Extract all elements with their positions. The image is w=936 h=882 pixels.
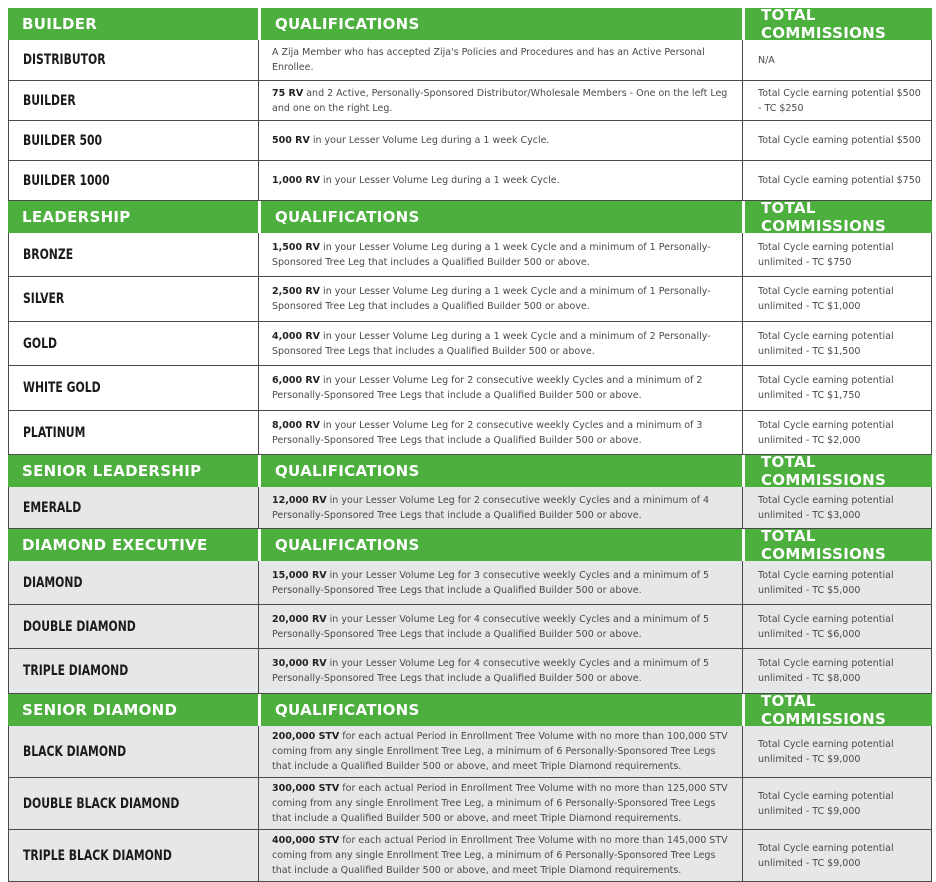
rank-name-cell bbox=[8, 411, 258, 455]
qualification-description: for each actual Period in Enrollment Tree Volume with no more than 100,000 STV coming from any single Enrollment Tree Leg, a minimum of 6 Personally-Sponsored Tree Legs that include a Qualified Builder 500 or above, and meet Triple Diamond requirements. bbox=[272, 731, 728, 772]
section-level-heading: LEADERSHIP bbox=[8, 201, 258, 233]
rank-name-cell bbox=[8, 830, 258, 882]
rank-name: DISTRIBUTOR bbox=[23, 52, 106, 68]
section-header bbox=[8, 8, 932, 40]
qualification-volume: 8,000 RV bbox=[272, 419, 321, 431]
commission-cell bbox=[742, 726, 932, 778]
rank-name: BRONZE bbox=[23, 246, 74, 263]
total-commissions-heading: TOTAL COMMISSIONS bbox=[742, 694, 932, 726]
commission-cell bbox=[742, 121, 932, 161]
rank-name: DOUBLE BLACK DIAMOND bbox=[23, 795, 180, 812]
qualification-text bbox=[272, 493, 732, 523]
rank-row bbox=[8, 81, 932, 121]
rank-name: PLATINUM bbox=[23, 424, 86, 441]
commission-cell bbox=[742, 605, 932, 649]
commission-cell bbox=[742, 411, 932, 455]
rank-name: TRIPLE BLACK DIAMOND bbox=[23, 847, 172, 864]
qualification-cell bbox=[258, 233, 742, 277]
section-level-heading: SENIOR DIAMOND bbox=[8, 694, 258, 726]
commission-text: Total Cycle earning potential unlimited - TC $9,000 bbox=[758, 738, 894, 765]
qualifications-heading: QUALIFICATIONS bbox=[258, 201, 742, 233]
commission-text: N/A bbox=[758, 54, 775, 66]
qualification-description: in your Lesser Volume Leg during a 1 week Cycle and a minimum of 2 Personally-Sponsored Tree Legs that includes a Qualified Builder 500 or above. bbox=[272, 330, 711, 357]
rank-name: EMERALD bbox=[23, 499, 82, 516]
rank-row bbox=[8, 487, 932, 529]
commission-text: Total Cycle earning potential unlimited - TC $6,000 bbox=[758, 613, 894, 640]
rank-name-cell bbox=[8, 161, 258, 201]
commission-cell bbox=[742, 487, 932, 529]
rank-row bbox=[8, 233, 932, 277]
qualification-text bbox=[272, 373, 732, 403]
rank-name-cell bbox=[8, 322, 258, 366]
qualification-cell bbox=[258, 649, 742, 694]
total-commissions-heading: TOTAL COMMISSIONS bbox=[742, 201, 932, 233]
rank-name-cell bbox=[8, 233, 258, 277]
qualifications-heading: QUALIFICATIONS bbox=[258, 694, 742, 726]
commission-text: Total Cycle earning potential $500 bbox=[758, 135, 921, 146]
qualification-volume: 12,000 RV bbox=[272, 494, 327, 506]
commission-cell bbox=[742, 830, 932, 882]
qualification-cell bbox=[258, 487, 742, 529]
qualification-volume: 300,000 STV bbox=[272, 783, 340, 794]
qualification-description: for each actual Period in Enrollment Tree Volume with no more than 125,000 STV coming from any single Enrollment Tree Leg, a minimum of 6 Personally-Sponsored Tree Legs that include a Qualified Builder 500 or above, and meet Triple Diamond requirements. bbox=[272, 783, 728, 824]
rank-name: DIAMOND bbox=[23, 574, 83, 591]
section-level-heading: DIAMOND EXECUTIVE bbox=[8, 529, 258, 561]
qualification-volume: 1,000 RV bbox=[272, 175, 321, 186]
rank-row bbox=[8, 561, 932, 605]
rank-name-cell bbox=[8, 561, 258, 605]
qualification-cell bbox=[258, 605, 742, 649]
rank-row bbox=[8, 726, 932, 778]
qualification-text bbox=[272, 240, 732, 270]
qualification-description: in your Lesser Volume Leg during a 1 week Cycle and a minimum of 1 Personally-Sponsored Tree Leg that includes a Qualified Builder 500 or above. bbox=[272, 241, 711, 268]
qualifications-heading: QUALIFICATIONS bbox=[258, 8, 742, 40]
rank-name: DOUBLE DIAMOND bbox=[23, 618, 136, 635]
commission-cell bbox=[742, 40, 932, 81]
qualification-volume: 15,000 RV bbox=[272, 569, 327, 581]
qualification-description: in your Lesser Volume Leg for 2 consecutive weekly Cycles and a minimum of 4 Personally-Sponsored Tree Legs that include a Qualified Builder 500 or above. bbox=[272, 494, 710, 521]
qualification-description: in your Lesser Volume Leg during a 1 week Cycle and a minimum of 1 Personally-Sponsored Tree Leg that includes a Qualified Builder 500 or above. bbox=[272, 286, 711, 312]
rank-row bbox=[8, 778, 932, 830]
rank-qualifications-table bbox=[8, 8, 932, 882]
qualifications-heading: QUALIFICATIONS bbox=[258, 455, 742, 487]
total-commissions-heading: TOTAL COMMISSIONS bbox=[742, 529, 932, 561]
qualification-text bbox=[272, 729, 732, 774]
qualification-cell bbox=[258, 830, 742, 882]
section-level-heading: SENIOR LEADERSHIP bbox=[8, 455, 258, 487]
qualification-text bbox=[272, 329, 732, 359]
qualification-cell bbox=[258, 411, 742, 455]
rank-name: BUILDER bbox=[23, 92, 76, 109]
qualification-volume: 500 RV bbox=[272, 135, 310, 146]
rank-name-cell bbox=[8, 366, 258, 411]
commission-text: Total Cycle earning potential unlimited - TC $8,000 bbox=[758, 658, 894, 684]
qualification-description: in your Lesser Volume Leg for 3 consecutive weekly Cycles and a minimum of 5 Personally-Sponsored Tree Legs that include a Qualified Builder 500 or above. bbox=[272, 569, 710, 596]
qualification-text bbox=[272, 781, 732, 826]
qualification-volume: 400,000 STV bbox=[272, 835, 340, 846]
qualification-volume: 20,000 RV bbox=[272, 613, 327, 625]
rank-name-cell bbox=[8, 649, 258, 694]
qualification-description: in your Lesser Volume Leg for 2 consecutive weekly Cycles and a minimum of 2 Personally-Sponsored Tree Legs that include a Qualified Builder 500 or above. bbox=[272, 375, 703, 401]
section-header bbox=[8, 201, 932, 233]
rank-row bbox=[8, 366, 932, 411]
rank-row bbox=[8, 830, 932, 882]
qualification-volume: 1,500 RV bbox=[272, 241, 321, 253]
section-header bbox=[8, 455, 932, 487]
qualification-volume: 6,000 RV bbox=[272, 375, 321, 386]
qualification-cell bbox=[258, 726, 742, 778]
qualification-cell bbox=[258, 561, 742, 605]
rank-row bbox=[8, 649, 932, 694]
qualification-description: in your Lesser Volume Leg for 4 consecutive weekly Cycles and a minimum of 5 Personally-Sponsored Tree Legs that include a Qualified Builder 500 or above. bbox=[272, 613, 710, 640]
qualification-description: in your Lesser Volume Leg during a 1 week Cycle. bbox=[320, 175, 560, 186]
commission-text: Total Cycle earning potential unlimited - TC $1,500 bbox=[758, 330, 894, 357]
qualification-description: in your Lesser Volume Leg for 4 consecutive weekly Cycles and a minimum of 5 Personally-Sponsored Tree Legs that include a Qualified Builder 500 or above. bbox=[272, 658, 710, 684]
rank-row bbox=[8, 322, 932, 366]
qualification-volume: 4,000 RV bbox=[272, 330, 321, 342]
qualification-cell bbox=[258, 277, 742, 322]
commission-cell bbox=[742, 366, 932, 411]
rank-name: GOLD bbox=[23, 335, 57, 352]
section-header bbox=[8, 529, 932, 561]
commission-cell bbox=[742, 322, 932, 366]
commission-cell bbox=[742, 561, 932, 605]
rank-name-cell bbox=[8, 121, 258, 161]
commission-cell bbox=[742, 778, 932, 830]
total-commissions-heading: TOTAL COMMISSIONS bbox=[742, 8, 932, 40]
total-commissions-heading: TOTAL COMMISSIONS bbox=[742, 455, 932, 487]
rank-name-cell bbox=[8, 605, 258, 649]
qualification-text bbox=[272, 656, 732, 686]
rank-name-cell bbox=[8, 40, 258, 81]
qualification-volume: 200,000 STV bbox=[272, 731, 340, 742]
section-header bbox=[8, 694, 932, 726]
qualification-text bbox=[272, 612, 732, 642]
qualification-text bbox=[272, 133, 549, 148]
commission-text: Total Cycle earning potential unlimited - TC $9,000 bbox=[758, 842, 894, 869]
qualifications-heading: QUALIFICATIONS bbox=[258, 529, 742, 561]
commission-text: Total Cycle earning potential unlimited - TC $1,000 bbox=[758, 286, 894, 312]
qualification-text bbox=[272, 833, 732, 878]
commission-text: Total Cycle earning potential unlimited - TC $750 bbox=[758, 241, 894, 268]
rank-name-cell bbox=[8, 81, 258, 121]
qualification-text bbox=[272, 568, 732, 598]
rank-name: WHITE GOLD bbox=[23, 380, 101, 396]
rank-row bbox=[8, 121, 932, 161]
rank-row bbox=[8, 411, 932, 455]
qualification-volume: 30,000 RV bbox=[272, 658, 327, 669]
qualification-cell bbox=[258, 121, 742, 161]
qualification-cell bbox=[258, 778, 742, 830]
commission-text: Total Cycle earning potential $500 - TC $250 bbox=[758, 87, 921, 114]
commission-text: Total Cycle earning potential unlimited - TC $2,000 bbox=[758, 419, 894, 446]
qualification-volume: 2,500 RV bbox=[272, 286, 321, 297]
commission-cell bbox=[742, 81, 932, 121]
rank-row bbox=[8, 605, 932, 649]
rank-name-cell bbox=[8, 277, 258, 322]
commission-text: Total Cycle earning potential unlimited - TC $5,000 bbox=[758, 569, 894, 596]
commission-cell bbox=[742, 161, 932, 201]
commission-text: Total Cycle earning potential $750 bbox=[758, 175, 921, 186]
qualification-text bbox=[272, 45, 732, 75]
rank-name-cell bbox=[8, 487, 258, 529]
rank-name-cell bbox=[8, 726, 258, 778]
section-level-heading: BUILDER bbox=[8, 8, 258, 40]
rank-row bbox=[8, 277, 932, 322]
qualification-text bbox=[272, 284, 732, 314]
commission-text: Total Cycle earning potential unlimited - TC $1,750 bbox=[758, 375, 894, 401]
qualification-cell bbox=[258, 161, 742, 201]
qualification-description: and 2 Active, Personally-Sponsored Distributor/Wholesale Members - One on the left Leg and one on the right Leg. bbox=[272, 87, 728, 114]
qualification-text bbox=[272, 418, 732, 448]
rank-name: BUILDER 1000 bbox=[23, 172, 110, 189]
commission-text: Total Cycle earning potential unlimited - TC $3,000 bbox=[758, 494, 894, 521]
commission-cell bbox=[742, 277, 932, 322]
qualification-description: A Zija Member who has accepted Zija's Policies and Procedures and has an Active Personal Enrollee. bbox=[272, 47, 705, 73]
rank-name-cell bbox=[8, 778, 258, 830]
qualification-description: for each actual Period in Enrollment Tree Volume with no more than 145,000 STV coming from any single Enrollment Tree Leg, a minimum of 6 Personally-Sponsored Tree Legs that include a Qualified Builder 500 or above, and meet Triple Diamond requirements. bbox=[272, 835, 728, 876]
qualification-cell bbox=[258, 366, 742, 411]
rank-name: TRIPLE DIAMOND bbox=[23, 663, 129, 679]
qualification-cell bbox=[258, 322, 742, 366]
rank-row bbox=[8, 40, 932, 81]
qualification-cell bbox=[258, 40, 742, 81]
qualification-cell bbox=[258, 81, 742, 121]
qualification-volume: 75 RV bbox=[272, 87, 304, 99]
commission-cell bbox=[742, 649, 932, 694]
commission-cell bbox=[742, 233, 932, 277]
rank-name: SILVER bbox=[23, 291, 65, 307]
rank-row bbox=[8, 161, 932, 201]
qualification-description: in your Lesser Volume Leg for 2 consecutive weekly Cycles and a minimum of 3 Personally-Sponsored Tree Legs that include a Qualified Builder 500 or above. bbox=[272, 419, 703, 446]
qualification-description: in your Lesser Volume Leg during a 1 week Cycle. bbox=[309, 135, 550, 146]
qualification-text bbox=[272, 173, 560, 188]
commission-text: Total Cycle earning potential unlimited - TC $9,000 bbox=[758, 790, 894, 817]
rank-name: BLACK DIAMOND bbox=[23, 743, 127, 760]
rank-name: BUILDER 500 bbox=[23, 132, 103, 149]
qualification-text bbox=[272, 86, 732, 116]
